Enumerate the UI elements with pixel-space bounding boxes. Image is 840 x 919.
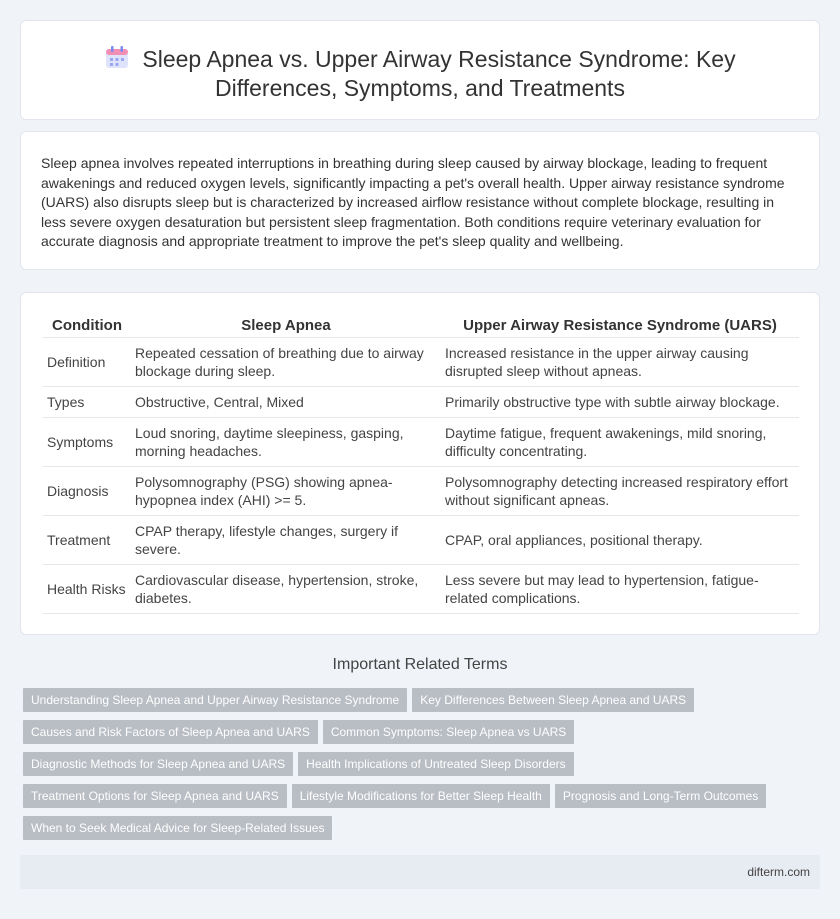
header-condition: Condition bbox=[43, 315, 131, 337]
uars-cell: Polysomnography detecting increased respiratory effort without significant apneas. bbox=[441, 466, 799, 515]
footer-site-link[interactable]: difterm.com bbox=[747, 865, 810, 879]
related-term-link[interactable]: Key Differences Between Sleep Apnea and UARS bbox=[412, 688, 694, 712]
uars-cell: Less severe but may lead to hypertension, fatigue-related complications. bbox=[441, 564, 799, 613]
row-label: Symptoms bbox=[43, 417, 131, 466]
header-sleep-apnea: Sleep Apnea bbox=[131, 315, 441, 337]
uars-cell: Primarily obstructive type with subtle airway blockage. bbox=[441, 386, 799, 417]
uars-cell: Increased resistance in the upper airway causing disrupted sleep without apneas. bbox=[441, 337, 799, 386]
sleep-apnea-cell: CPAP therapy, lifestyle changes, surgery if severe. bbox=[131, 515, 441, 564]
row-label: Definition bbox=[43, 337, 131, 386]
sleep-apnea-cell: Repeated cessation of breathing due to airway blockage during sleep. bbox=[131, 337, 441, 386]
related-term-link[interactable]: Causes and Risk Factors of Sleep Apnea and UARS bbox=[23, 720, 318, 744]
related-term-link[interactable]: When to Seek Medical Advice for Sleep-Related Issues bbox=[23, 816, 332, 840]
related-term-link[interactable]: Lifestyle Modifications for Better Sleep Health bbox=[292, 784, 550, 808]
related-term-link[interactable]: Treatment Options for Sleep Apnea and UARS bbox=[23, 784, 287, 808]
related-term-link[interactable]: Health Implications of Untreated Sleep Disorders bbox=[298, 752, 573, 776]
row-label: Treatment bbox=[43, 515, 131, 564]
sleep-apnea-cell: Loud snoring, daytime sleepiness, gasping, morning headaches. bbox=[131, 417, 441, 466]
page-title bbox=[61, 44, 779, 103]
table-row bbox=[43, 466, 799, 515]
header-card bbox=[20, 20, 820, 120]
row-label: Types bbox=[43, 386, 131, 417]
uars-cell: Daytime fatigue, frequent awakenings, mild snoring, difficulty concentrating. bbox=[441, 417, 799, 466]
footer bbox=[20, 855, 820, 889]
intro-card bbox=[20, 131, 820, 270]
related-term-link[interactable]: Diagnostic Methods for Sleep Apnea and UARS bbox=[23, 752, 293, 776]
table-header-row bbox=[43, 315, 799, 337]
comparison-table bbox=[43, 315, 799, 614]
uars-cell: CPAP, oral appliances, positional therapy. bbox=[441, 515, 799, 564]
row-label: Diagnosis bbox=[43, 466, 131, 515]
page-title-text: Sleep Apnea vs. Upper Airway Resistance Syndrome: Key Differences, Symptoms, and Treatments bbox=[142, 46, 736, 101]
calendar-icon bbox=[104, 44, 130, 70]
related-term-link[interactable]: Common Symptoms: Sleep Apnea vs UARS bbox=[323, 720, 574, 744]
comparison-card bbox=[20, 292, 820, 635]
row-label: Health Risks bbox=[43, 564, 131, 613]
intro-paragraph: Sleep apnea involves repeated interruptions in breathing during sleep caused by airway blockage, leading to frequent awakenings and reduced oxygen levels, significantly impacting a pet's overall health. Upper airway resistance syndrome (UARS) also disrupts sleep but is characterized by increased airflow resistance without complete blockage, resulting in less severe oxygen desaturation but persistent sleep fragmentation. Both conditions require veterinary evaluation for accurate diagnosis and appropriate treatment to improve the pet's sleep quality and wellbeing. bbox=[41, 155, 785, 249]
related-terms-list bbox=[23, 688, 783, 848]
sleep-apnea-cell: Polysomnography (PSG) showing apnea-hypopnea index (AHI) >= 5. bbox=[131, 466, 441, 515]
related-terms-title: Important Related Terms bbox=[332, 656, 508, 673]
table-row bbox=[43, 515, 799, 564]
table-row bbox=[43, 564, 799, 613]
table-row bbox=[43, 386, 799, 417]
related-term-link[interactable]: Understanding Sleep Apnea and Upper Airway Resistance Syndrome bbox=[23, 688, 407, 712]
sleep-apnea-cell: Cardiovascular disease, hypertension, stroke, diabetes. bbox=[131, 564, 441, 613]
table-row bbox=[43, 417, 799, 466]
header-uars: Upper Airway Resistance Syndrome (UARS) bbox=[441, 315, 799, 337]
related-term-link[interactable]: Prognosis and Long-Term Outcomes bbox=[555, 784, 766, 808]
table-row bbox=[43, 337, 799, 386]
sleep-apnea-cell: Obstructive, Central, Mixed bbox=[131, 386, 441, 417]
